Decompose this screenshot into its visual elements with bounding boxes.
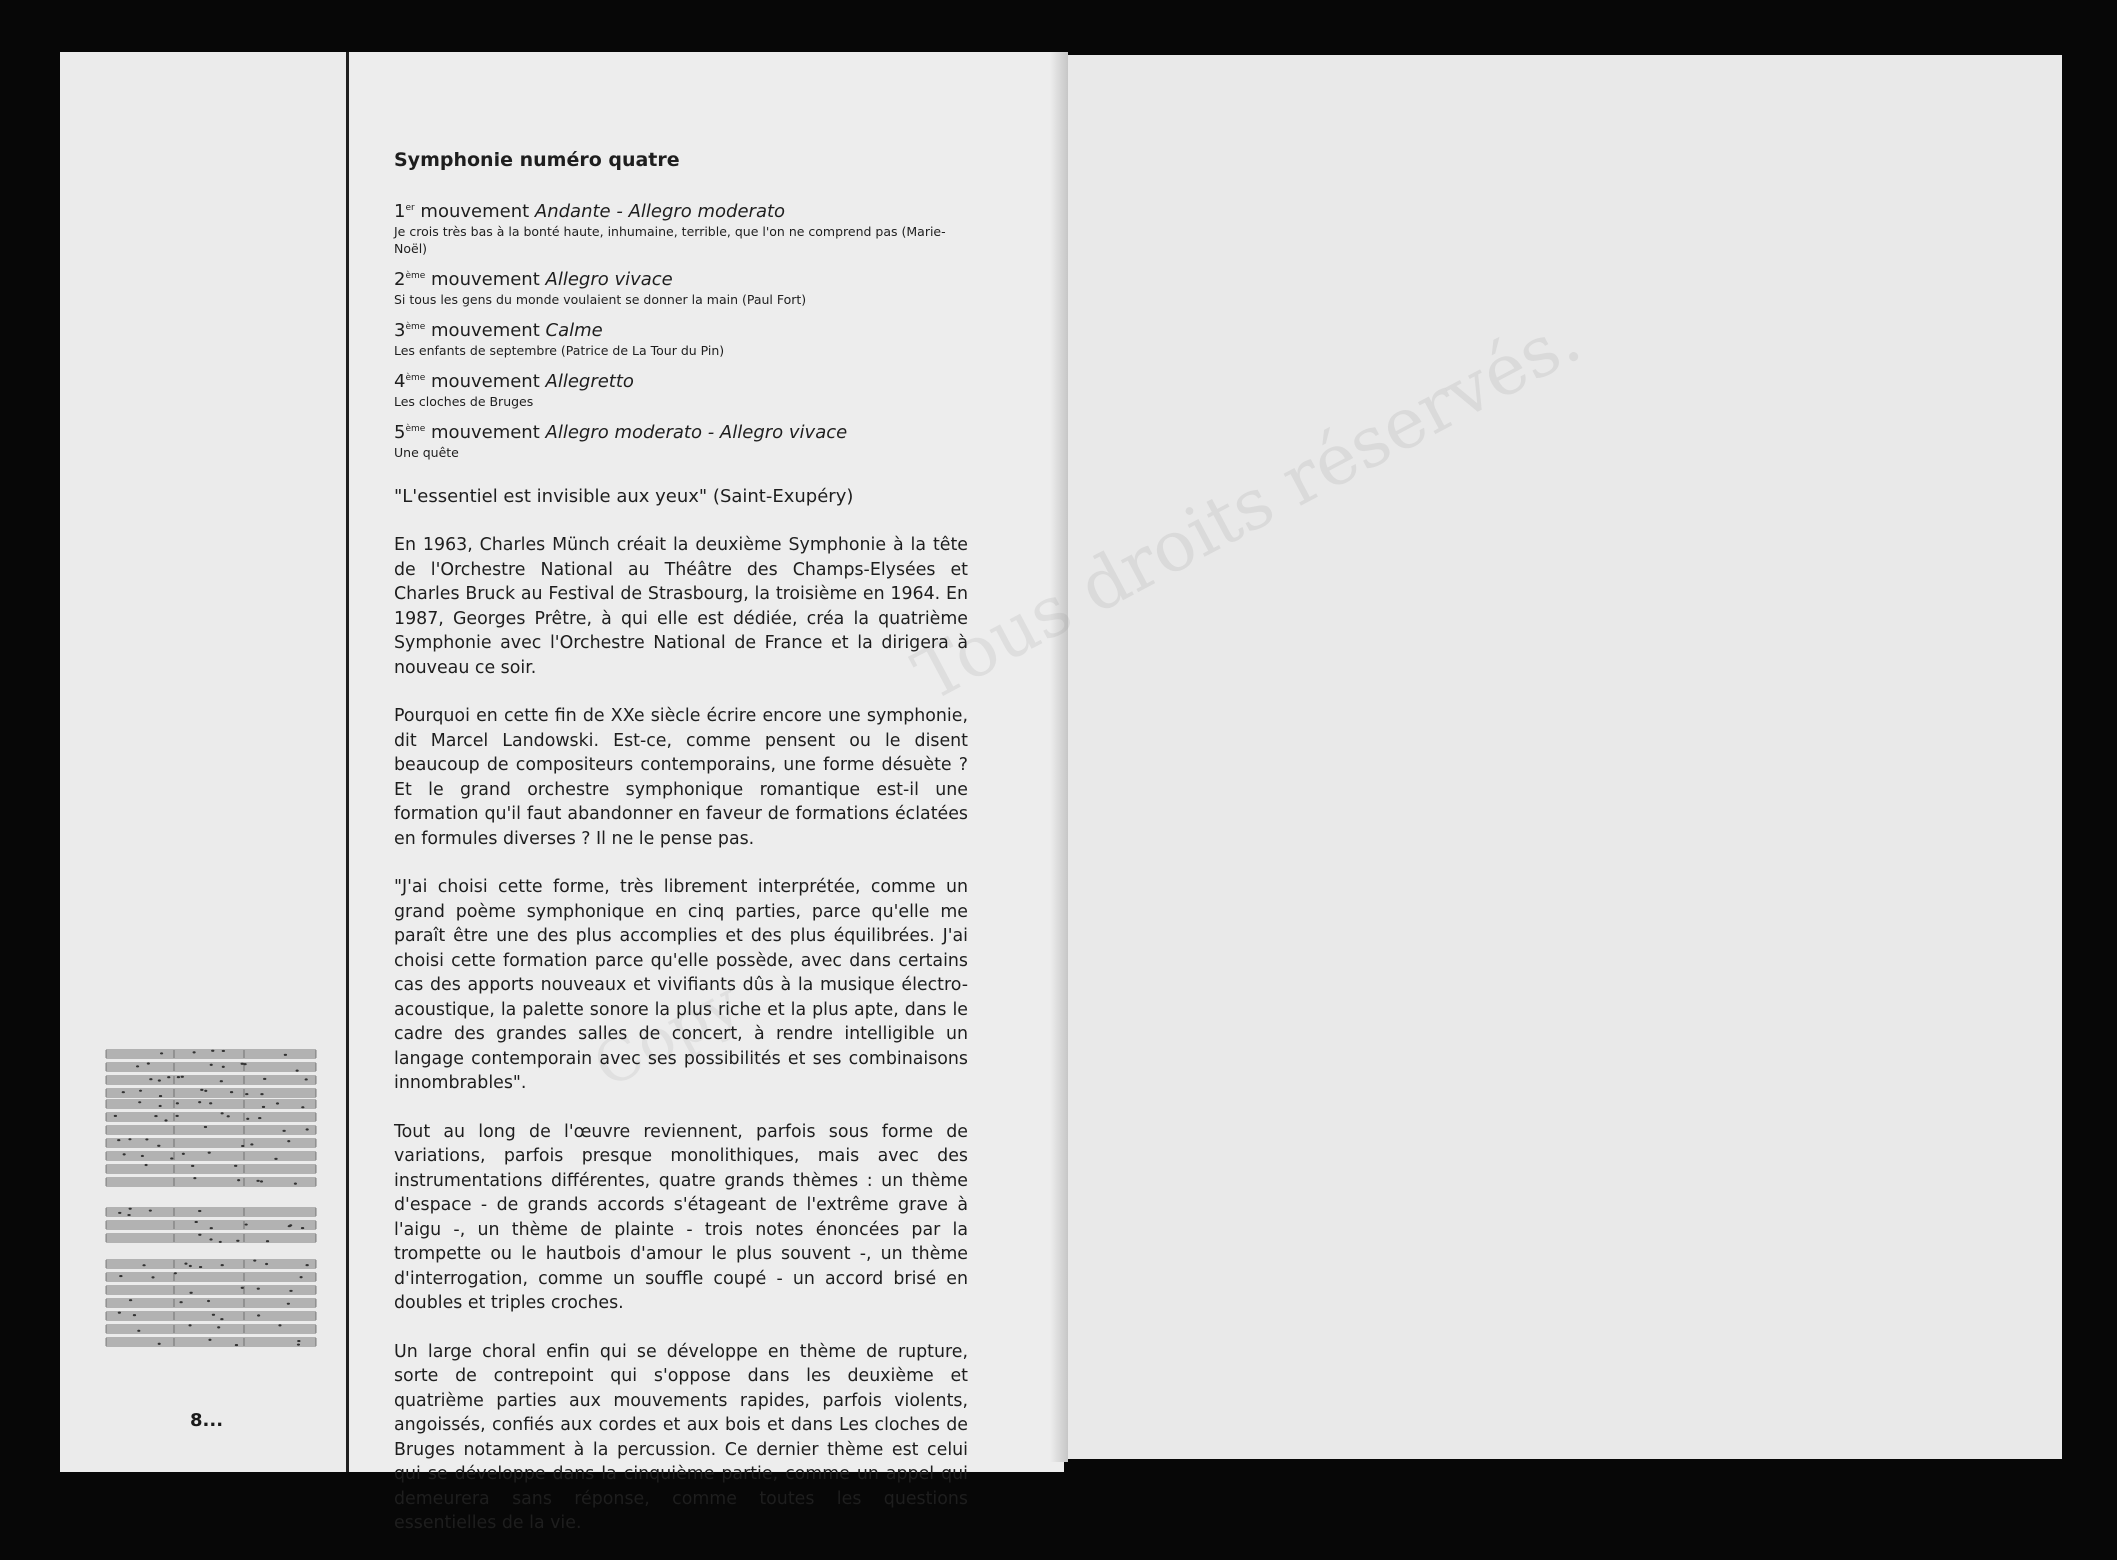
movement-tempo: Allegro moderato - Allegro vivace	[545, 421, 848, 443]
movement-tempo: Andante - Allegro moderato	[534, 200, 786, 222]
movement-number: 1	[394, 200, 406, 222]
movement-item	[394, 265, 968, 308]
epigraph-quote: "L'essentiel est invisible aux yeux" (Saint-Exupéry)	[394, 485, 854, 507]
movement-tempo: Allegro vivace	[545, 268, 673, 290]
movement-label: mouvement	[425, 319, 546, 341]
movement-number: 5	[394, 421, 406, 443]
movement-item	[394, 197, 968, 257]
movement-item	[394, 418, 968, 461]
movement-ordinal: ème	[405, 423, 426, 434]
movement-subtitle: Une quête	[394, 444, 459, 460]
paragraph: Pourquoi en cette fin de XXe siècle écrire encore une symphonie, dit Marcel Landowski. Est-ce, comme pensent ou le disent beaucoup de compositeurs contemporains, une forme désuète ? Et le grand orchestre symphonique romantique est-il une formation qu'il faut abandonner en faveur de formations éclatées en formules diverses ? Il ne le pense pas.	[394, 706, 968, 849]
paragraph: En 1963, Charles Münch créait la deuxième Symphonie à la tête de l'Orchestre National au Théâtre des Champs-Elysées et Charles Bruck au Festival de Strasbourg, la troisième en 1964. En 1987, Georges Prêtre, à qui elle est dédiée, créa la quatrième Symphonie avec l'Orchestre National de France et la dirigera à nouveau ce soir.	[394, 535, 968, 678]
movement-ordinal: ème	[405, 372, 426, 383]
movement-ordinal: ème	[405, 270, 426, 281]
movement-number: 2	[394, 268, 406, 290]
right-page	[1064, 55, 2062, 1459]
movement-tempo: Calme	[545, 319, 603, 341]
movement-heading	[394, 418, 968, 444]
movement-heading	[394, 265, 968, 291]
movement-subtitle: Je crois très bas à la bonté haute, inhumaine, terrible, que l'on ne comprend pas (Marie-Noël)	[394, 223, 946, 256]
movement-ordinal: er	[405, 202, 415, 213]
paragraph: Tout au long de l'œuvre reviennent, parfois sous forme de variations, parfois presque monolithiques, mais avec des instrumentations différentes, quatre grands thèmes : un thème d'espace - de grands accords s'étageant de l'extrême grave à l'aigu -, un thème de plainte - trois notes énoncées par la trompette ou le hautbois d'amour le plus souvent -, un thème d'interrogation, comme un souffle coupé - un accord brisé en doubles et triples croches.	[394, 1121, 968, 1313]
movement-heading	[394, 367, 968, 393]
movement-heading	[394, 197, 968, 223]
movement-item	[394, 316, 968, 359]
movement-list	[394, 197, 968, 461]
movement-label: mouvement	[425, 370, 546, 392]
program-note	[394, 148, 968, 1560]
movement-item	[394, 367, 968, 410]
watermark-text-secondary: Copy	[582, 967, 752, 1103]
movement-number: 3	[394, 319, 406, 341]
paragraph: Un large choral enfin qui se développe en thème de rupture, sorte de contrepoint qui s'oppose dans les deuxième et quatrième parties aux mouvements rapides, parfois violents, angoissés, confiés aux cordes et aux bois et dans Les cloches de Bruges notamment à la percussion. Ce dernier thème est celui qui se développe dans la cinquième partie, comme un appel qui demeurera sans réponse, comme toutes les questions essentielles de la vie.	[394, 1341, 968, 1533]
movement-subtitle: Si tous les gens du monde voulaient se donner la main (Paul Fort)	[394, 291, 807, 307]
page-title: Symphonie numéro quatre	[394, 149, 680, 171]
book-spine	[1050, 52, 1068, 1462]
movement-label: mouvement	[414, 200, 535, 222]
movement-subtitle: Les cloches de Bruges	[394, 393, 534, 409]
movement-tempo: Allegretto	[545, 370, 634, 392]
body-text	[394, 533, 968, 1536]
movement-number: 4	[394, 370, 406, 392]
movement-ordinal: ème	[405, 321, 426, 332]
paragraph: "J'ai choisi cette forme, très librement interprétée, comme un grand poème symphonique en cinq parties, parce qu'elle me paraît être une des plus accomplies et des plus équilibrées. J'ai choisi cette formation parce qu'elle possède, avec dans certains cas des apports nouveaux et vivifiants dûs à la musique électro-acoustique, la palette sonore la plus riche et la plus apte, dans le cadre des grandes salles de concert, à rendre intelligible un langage contemporain avec ses possibilités et ses combinaisons innombrables".	[394, 877, 968, 1093]
movement-heading	[394, 316, 968, 342]
movement-label: mouvement	[425, 268, 546, 290]
music-score-excerpt	[84, 1040, 320, 1370]
page-number: 8...	[190, 1410, 224, 1431]
movement-subtitle: Les enfants de septembre (Patrice de La Tour du Pin)	[394, 342, 725, 358]
movement-label: mouvement	[425, 421, 546, 443]
